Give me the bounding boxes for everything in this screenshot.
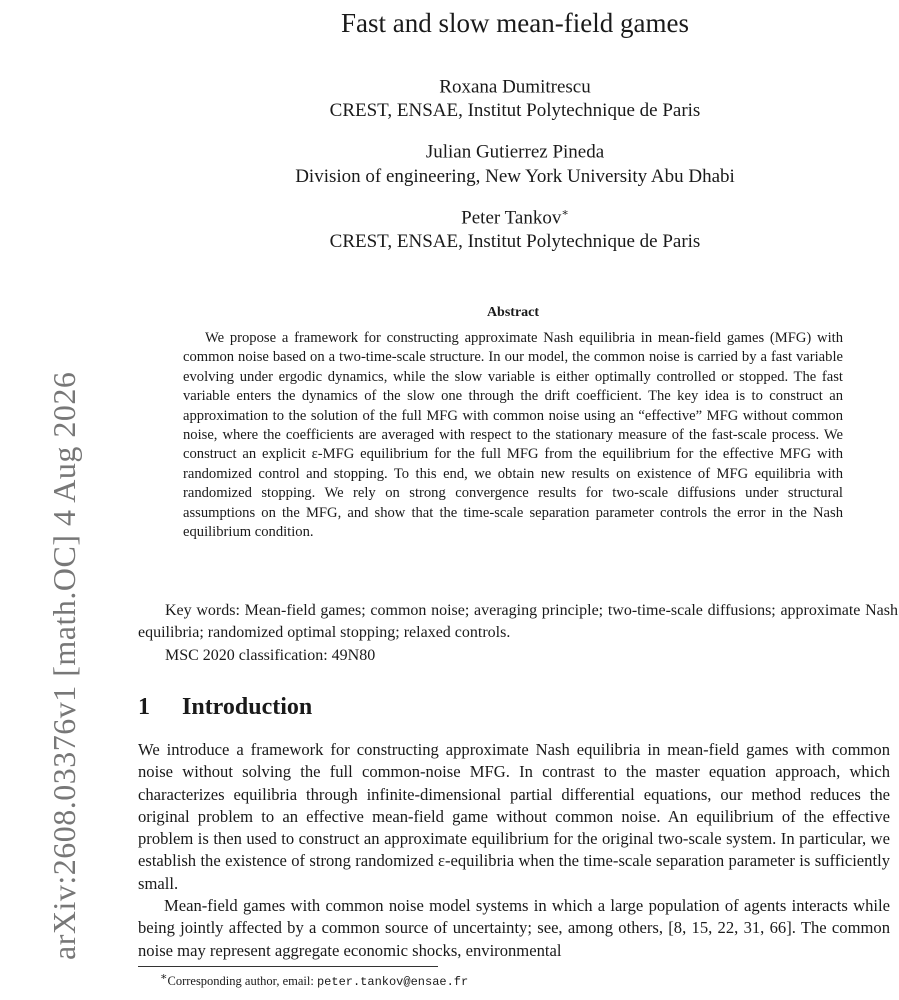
arxiv-sidebar [2,290,82,960]
paper-title: Fast and slow mean-field games [341,8,689,38]
section-number: 1 [138,694,150,720]
author-block [160,70,870,123]
author-list [160,70,870,266]
author-affiliation: CREST, ENSAE, Institut Polytechnique de Paris [329,230,701,252]
section-heading [138,694,312,721]
intro-paragraph-1: We introduce a framework for constructing approximate Nash equilibria in mean-field games with common noise without solving the full common-noise MFG. In contrast to the master equation approach, which characterizes equilibria through infinite-dimensional partial differential equations, our method reduces the original problem to an effective mean-field game without common noise. An equilibrium of the effective problem is then used to construct an approximate equilibrium for the original two-scale system. In particular, we establish the existence of strong randomized ε-equilibria when the time-scale separation parameter is sufficiently small. [138,740,890,893]
section-title: Introduction [182,694,313,720]
introduction-body [138,739,890,962]
author-affiliation: CREST, ENSAE, Institut Polytechnique de Paris [329,100,701,122]
footnote-marker: ∗ [561,206,569,219]
author-email-link[interactable]: peter.tankov@ensae.fr [316,975,469,990]
arxiv-identifier: arXiv:2608.03376v1 [math.OC] 4 Aug 2026 [46,371,82,960]
keywords: Key words: Mean-field games; common noise; averaging principle; two-time-scale diffusions; approximate Nash equilibria; randomized optimal stopping; relaxed controls. [138,602,898,641]
abstract-heading: Abstract [486,305,540,320]
author-affiliation: Division of engineering, New York University Abu Dhabi [295,165,735,187]
msc-classification: MSC 2020 classification: 49N80 [165,647,376,664]
author-block [160,201,870,254]
footnote: ∗Corresponding author, email: peter.tankov@ensae.fr [160,971,469,990]
author-name: Roxana Dumitrescu [439,76,591,98]
footnote-divider [138,966,438,967]
abstract-text: We propose a framework for constructing approximate Nash equilibria in mean-field games (MFG) with common noise based on a two-time-scale structure. In our model, the common noise is carried by a fast variable evolving under ergodic dynamics, while the slow variable is either optimally controlled or stopped. The fast variable enters the dynamics of the slow one through the drift coefficient. The key idea is to construct an approximation to the solution of the full MFG with common noise using an “effective” MFG without common noise, where the coefficients are averaged with respect to the stationary measure of the fast-scale process. We construct an explicit ε-MFG equilibrium for the full MFG from the equilibrium for the effective MFG with randomized control and stopping. To this end, we obtain new results on existence of MFG equilibria with randomized stopping. We rely on strong convergence results for two-scale diffusions under structural assumptions on the MFG, and show that the time-scale separation parameter controls the error in the Nash equilibrium condition. [183,330,843,541]
author-name: Julian Gutierrez Pineda [425,141,605,163]
author-name: Peter Tankov∗ [461,206,569,228]
intro-paragraph-2: Mean-field games with common noise model systems in which a large population of agents interacts while being jointly affected by a common source of uncertainty; see, among others, [8, 15, 22, 31, 66]. The common noise may represent aggregate economic shocks, environmental [138,896,890,960]
author-block [160,135,870,188]
